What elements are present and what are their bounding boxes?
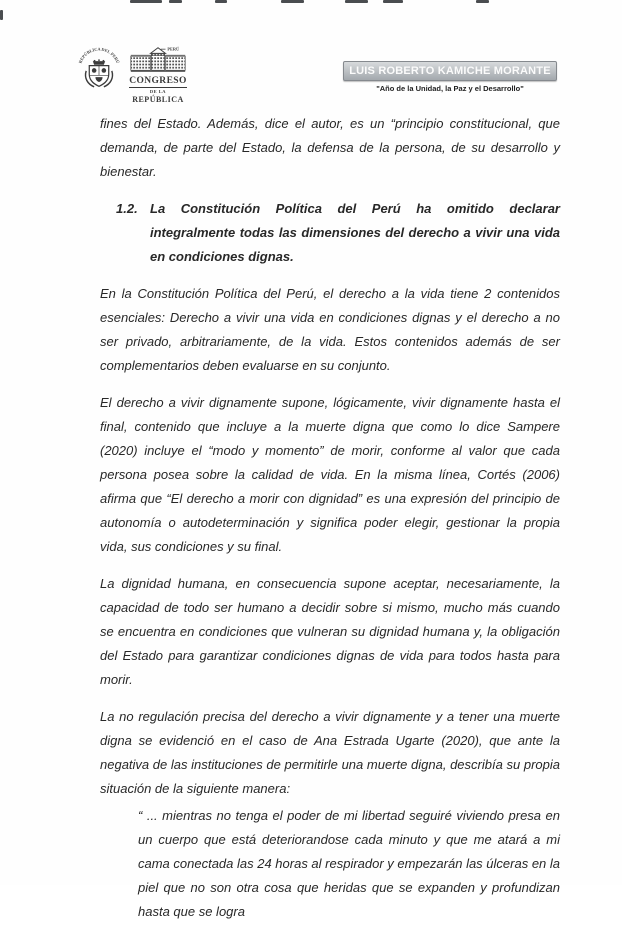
scan-artifact [345, 0, 368, 3]
svg-text:PERÚ: PERÚ [167, 46, 180, 52]
logo-republica-label: REPÚBLICA [132, 95, 184, 104]
congress-logo-text [127, 44, 189, 104]
scan-artifact [383, 0, 403, 3]
document-body [100, 112, 560, 937]
scan-artifact [169, 0, 182, 3]
section-title: La Constitución Política del Perú ha omitido declarar integralmente todas las dimensiones del derecho a vivir una vida en condiciones dignas. [150, 201, 560, 264]
scan-artifact [476, 0, 489, 3]
scan-artifact [130, 0, 162, 3]
congress-building-icon [128, 44, 188, 74]
block-quote: “ ... mientras no tenga el poder de mi libertad seguiré viviendo presa en un cuerpo que está deteriorandose cada minuto y que me atará a mi cama conectada las 24 horas al respirador y empezarán las úlceras en la piel que no son otra cosa que heridas que se expanden y profundizan hasta que se logra [138, 808, 561, 919]
congressman-name-banner: LUIS ROBERTO KAMICHE MORANTE [343, 61, 557, 81]
scan-artifact [281, 0, 304, 3]
paragraph-2: En la Constitución Política del Perú, el derecho a la vida tiene 2 contenidos esenciales: Derecho a vivir una vida en condiciones dignas y el derecho a no ser privado, arbitrariamente, de la vida. Estos contenidos además de ser complementarios deben evaluarse en su conjunto. [100, 286, 560, 373]
paragraph-5: La no regulación precisa del derecho a vivir dignamente y a tener una muerte digna se evidenció en el caso de Ana Estrada Ugarte (2020), que ante la negativa de las instituciones de permitirle una muerte digna, describía su propia situación de la siguiente manera: [100, 709, 560, 796]
paragraph-4: La dignidad humana, en consecuencia supone aceptar, necesariamente, la capacidad de todo ser humano a decidir sobre si mismo, mucho más cuando se encuentra en condiciones que vulneran su dignidad humana y, la obligación del Estado para garantizar condiciones dignas de vida para todos hasta para morir. [100, 576, 560, 687]
year-slogan: "Año de la Unidad, la Paz y el Desarrollo" [376, 84, 524, 93]
peru-coat-of-arms-icon [76, 44, 122, 96]
section-heading-1-2 [100, 197, 560, 269]
paragraph-3: El derecho a vivir dignamente supone, lógicamente, vivir dignamente hasta el final, contenido que incluye a la muerte digna que como lo dice Sampere (2020) incluye el “modo y momento” de morir, conforme al valor que cada persona posea sobre la calidad de vida. En la misma línea, Cortés (2006) afirma que “El derecho a morir con dignidad” es una expresión del principio de autonomía o autodeterminación y significa poder elegir, gestionar la propia vida, sus condiciones y su final. [100, 395, 560, 554]
congressman-banner-area [343, 61, 557, 93]
svg-text:REPÚBLICA DEL PERÚ: REPÚBLICA DEL PERÚ [77, 46, 121, 64]
scan-artifact [215, 0, 227, 3]
logo-de-la-label: DE LA [149, 89, 167, 94]
congress-logo [76, 44, 189, 104]
section-number: 1.2. [116, 201, 138, 216]
logo-congreso-label: CONGRESO [129, 76, 187, 86]
paragraph-1: fines del Estado. Además, dice el autor, es un “principio constitucional, que demanda, de parte del Estado, la defensa de la persona, de su desarrollo y bienestar. [100, 116, 560, 179]
scan-artifact [0, 10, 3, 20]
